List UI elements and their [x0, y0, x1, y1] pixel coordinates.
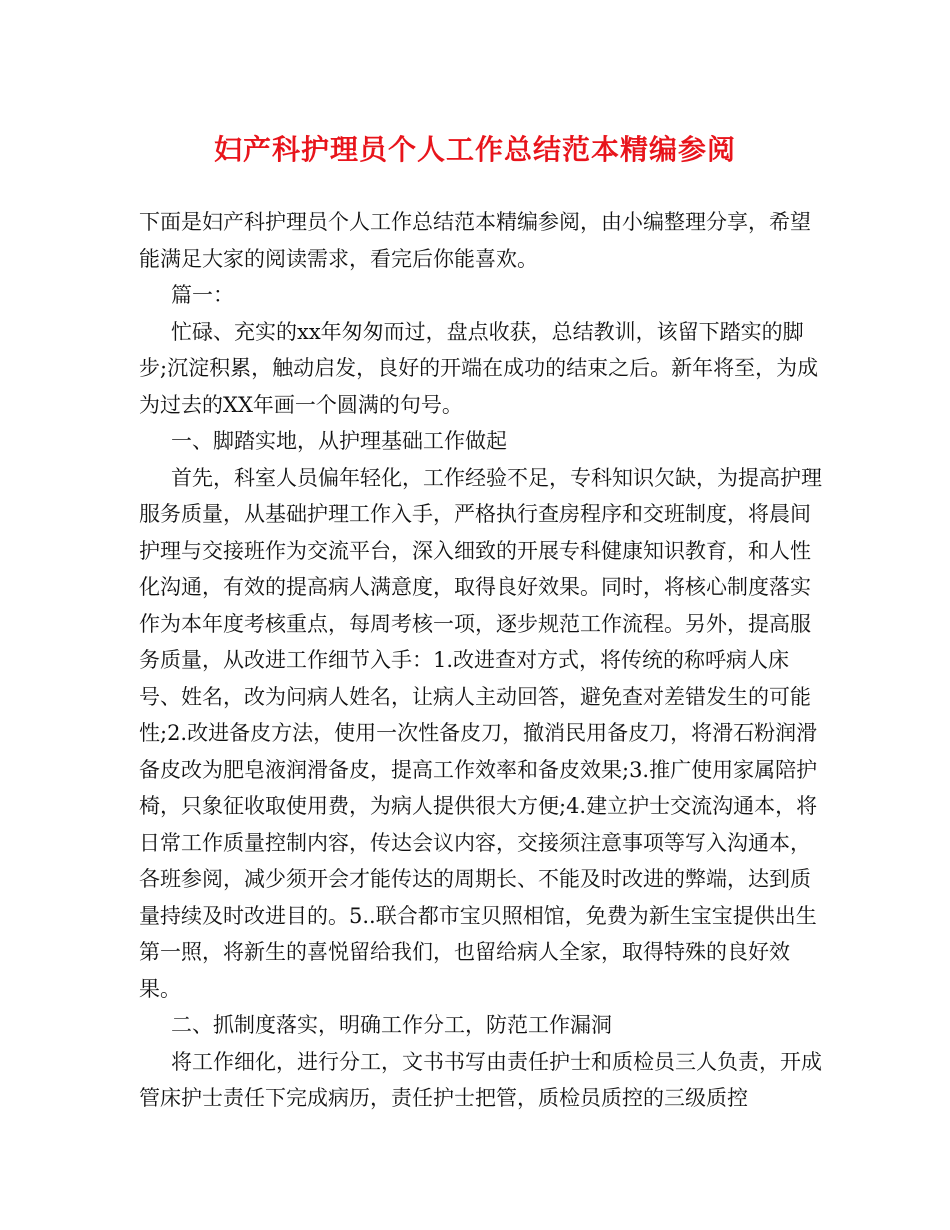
document-body	[139, 204, 829, 1117]
section-heading-2: 二、抓制度落实，明确工作分工，防范工作漏洞	[171, 1013, 612, 1037]
opening-paragraph: 忙碌、充实的xx年匆匆而过，盘点收获，总结教训，该留下踏实的脚步;沉淀积累，触动启发，良好的开端在成功的结束之后。新年将至，为成为过去的XX年画一个圆满的句号。	[139, 319, 819, 417]
section-2-paragraph: 将工作细化，进行分工，文书书写由责任护士和质检员三人负责，开成管床护士责任下完成病历，责任护士把管，质检员质控的三级质控	[139, 1049, 822, 1110]
section-heading-1: 一、脚踏实地，从护理基础工作做起	[171, 429, 507, 453]
document-title: 妇产科护理员个人工作总结范本精编参阅	[213, 133, 736, 166]
section-label: 篇一：	[171, 283, 234, 307]
intro-paragraph: 下面是妇产科护理员个人工作总结范本精编参阅，由小编整理分享，希望能满足大家的阅读需求，看完后你能喜欢。	[139, 210, 811, 271]
section-1-paragraph: 首先，科室人员偏年轻化，工作经验不足，专科知识欠缺，为提高护理服务质量，从基础护理工作入手，严格执行查房程序和交班制度，将晨间护理与交接班作为交流平台，深入细致的开展专科健康知识教育，和人性化沟通，有效的提高病人满意度，取得良好效果。同时，将核心制度落实作为本年度考核重点，每周考核一项，逐步规范工作流程。另外，提高服务质量，从改进工作细节入手：1.改进查对方式，将传统的称呼病人床号、姓名，改为问病人姓名，让病人主动回答，避免查对差错发生的可能性;2.改进备皮方法，使用一次性备皮刀，撤消民用备皮刀，将滑石粉润滑备皮改为肥皂液润滑备皮，提高工作效率和备皮效果;3.推广使用家属陪护椅，只象征收取使用费，为病人提供很大方便;4.建立护士交流沟通本，将日常工作质量控制内容，传达会议内容，交接须注意事项等写入沟通本，各班参阅，减少须开会才能传达的周期长、不能及时改进的弊端，达到质量持续及时改进目的。5..联合都市宝贝照相馆，免费为新生宝宝提供出生第一照，将新生的喜悦留给我们，也留给病人全家，取得特殊的良好效果。	[139, 465, 822, 1001]
